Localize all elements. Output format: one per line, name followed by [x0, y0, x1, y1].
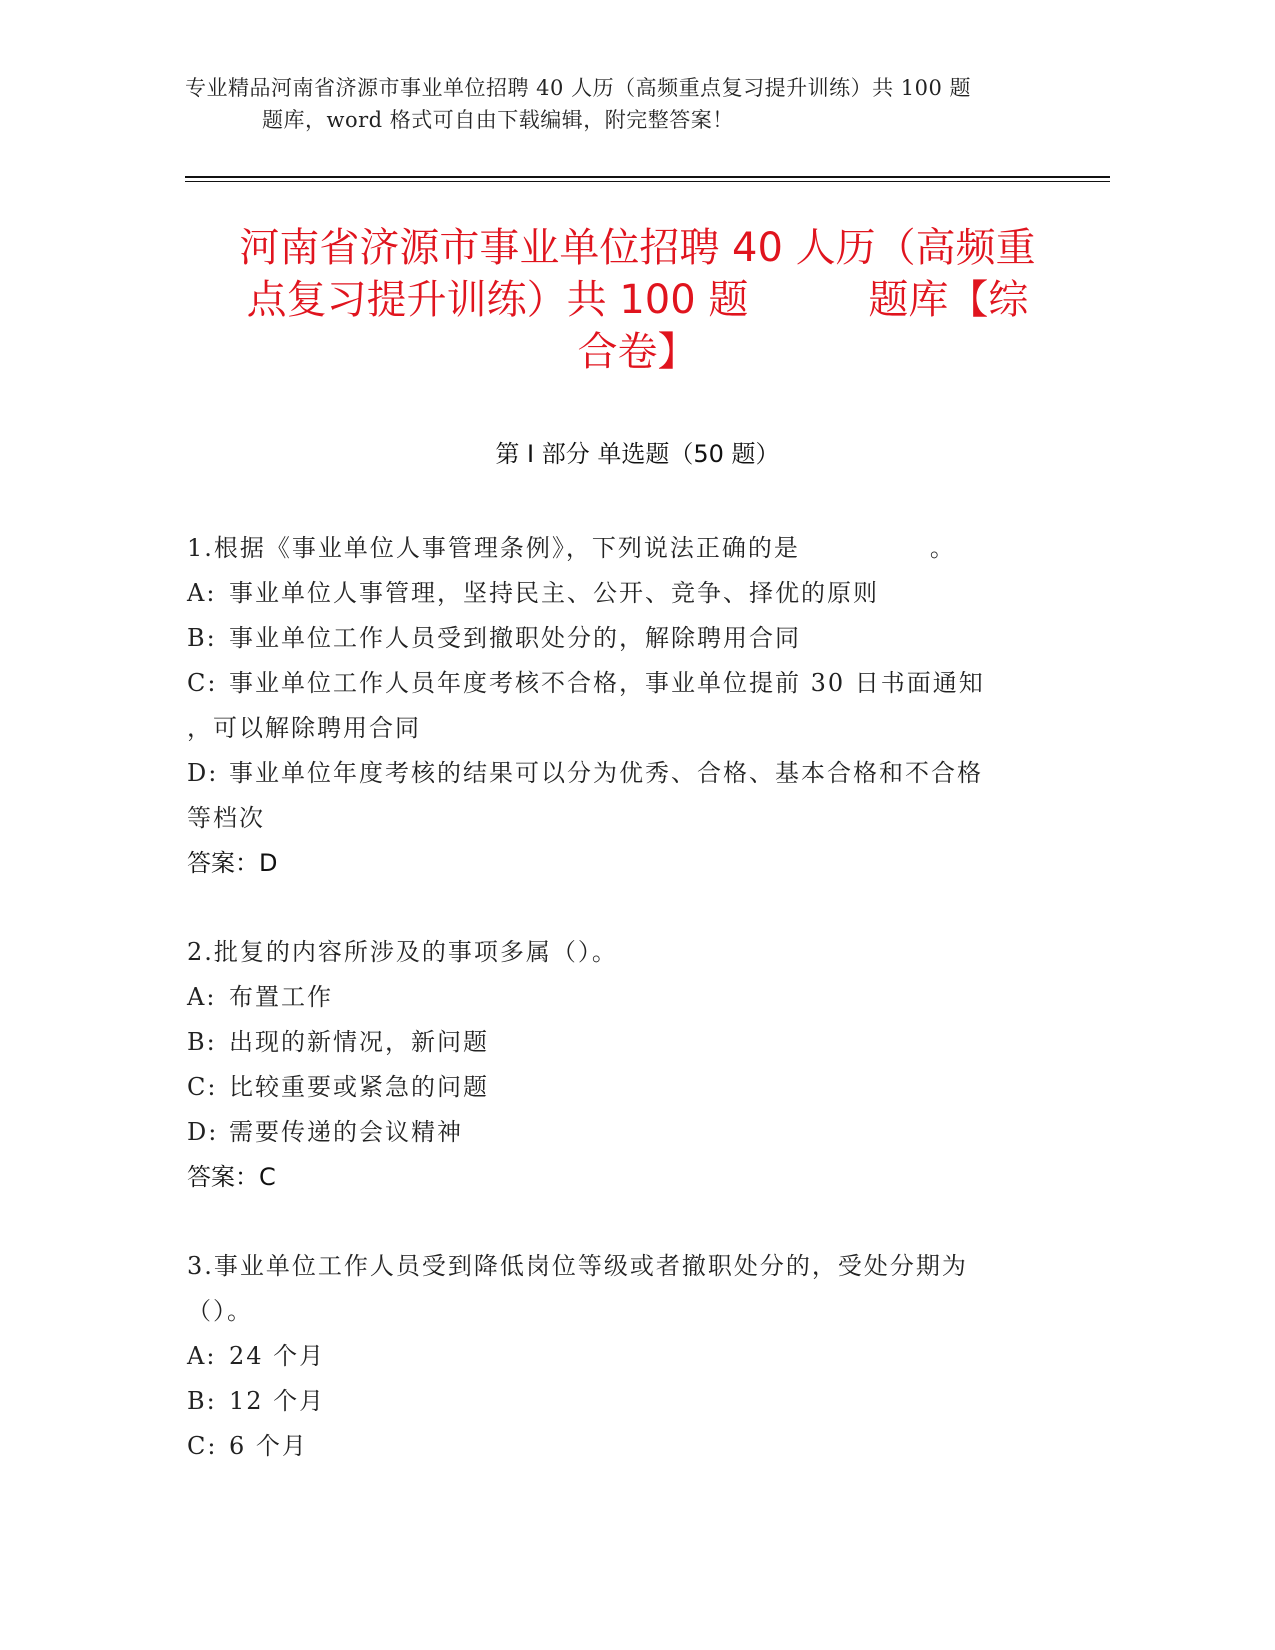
- option-label: B:: [187, 1028, 217, 1056]
- question-stem: 2.批复的内容所涉及的事项多属（）。: [187, 938, 618, 966]
- question-option: [187, 1424, 1067, 1469]
- question-item: [187, 930, 1067, 1200]
- header-note: [185, 72, 1085, 136]
- question-option: [187, 751, 1067, 796]
- question-option: [187, 796, 1067, 841]
- option-text: 布置工作: [229, 983, 333, 1011]
- option-text: 事业单位工作人员受到撤职处分的，解除聘用合同: [229, 624, 801, 652]
- option-label: C:: [187, 669, 218, 697]
- document-title-line-1: 河南省济源市事业单位招聘 40 人历（高频重: [239, 225, 1036, 271]
- header-divider-thin: [185, 181, 1110, 182]
- option-label: B:: [187, 624, 217, 652]
- question-option: [187, 1334, 1067, 1379]
- header-note-line-2: 题库，word 格式可自由下载编辑，附完整答案！: [262, 108, 734, 132]
- option-label: A:: [187, 579, 217, 607]
- document-title: [185, 222, 1090, 378]
- option-text: 12 个月: [229, 1387, 326, 1415]
- question-option: [187, 1065, 1067, 1110]
- question-option: [187, 1020, 1067, 1065]
- question-option: [187, 1379, 1067, 1424]
- answer-line: 答案：D: [187, 849, 278, 877]
- option-label: A:: [187, 1342, 217, 1370]
- question-stem: （）。: [187, 1297, 253, 1325]
- option-text: 事业单位人事管理，坚持民主、公开、竞争、择优的原则: [229, 579, 879, 607]
- document-title-line-3: 合卷】: [577, 329, 698, 375]
- option-text: 事业单位工作人员年度考核不合格，事业单位提前 30 日书面通知: [229, 669, 985, 697]
- question-option: [187, 975, 1067, 1020]
- option-label: C:: [187, 1432, 218, 1460]
- question-option: [187, 1110, 1067, 1155]
- option-text: 比较重要或紧急的问题: [229, 1073, 489, 1101]
- option-label: C:: [187, 1073, 218, 1101]
- question-stem: 3.事业单位工作人员受到降低岗位等级或者撤职处分的，受处分期为: [187, 1252, 968, 1280]
- question-option: [187, 661, 1067, 706]
- question-item: [187, 1244, 1067, 1469]
- option-label: A:: [187, 983, 217, 1011]
- option-text: 出现的新情况，新问题: [229, 1028, 489, 1056]
- option-label: B:: [187, 1387, 217, 1415]
- answer-line: 答案：C: [187, 1163, 276, 1191]
- option-text: 事业单位年度考核的结果可以分为优秀、合格、基本合格和不合格: [229, 759, 983, 787]
- section-heading: 第 I 部分 单选题（50 题）: [495, 440, 780, 468]
- option-label: D:: [187, 1118, 219, 1146]
- question-list: [187, 526, 1067, 1513]
- option-label: D:: [187, 759, 219, 787]
- question-option: [187, 571, 1067, 616]
- question-option: [187, 706, 1067, 751]
- question-stem: 1.根据《事业单位人事管理条例》，下列说法正确的是 。: [187, 534, 956, 562]
- option-text: 24 个月: [229, 1342, 326, 1370]
- document-title-line-2: 点复习提升训练）共 100 题 题库【综: [246, 277, 1029, 323]
- header-divider-thick: [185, 176, 1110, 178]
- option-text: 6 个月: [229, 1432, 308, 1460]
- header-note-line-1: 专业精品河南省济源市事业单位招聘 40 人历（高频重点复习提升训练）共 100 题: [185, 76, 972, 100]
- option-text: ，可以解除聘用合同: [187, 714, 421, 742]
- question-item: [187, 526, 1067, 886]
- question-option: [187, 616, 1067, 661]
- option-text: 需要传递的会议精神: [229, 1118, 463, 1146]
- option-text: 等档次: [187, 804, 265, 832]
